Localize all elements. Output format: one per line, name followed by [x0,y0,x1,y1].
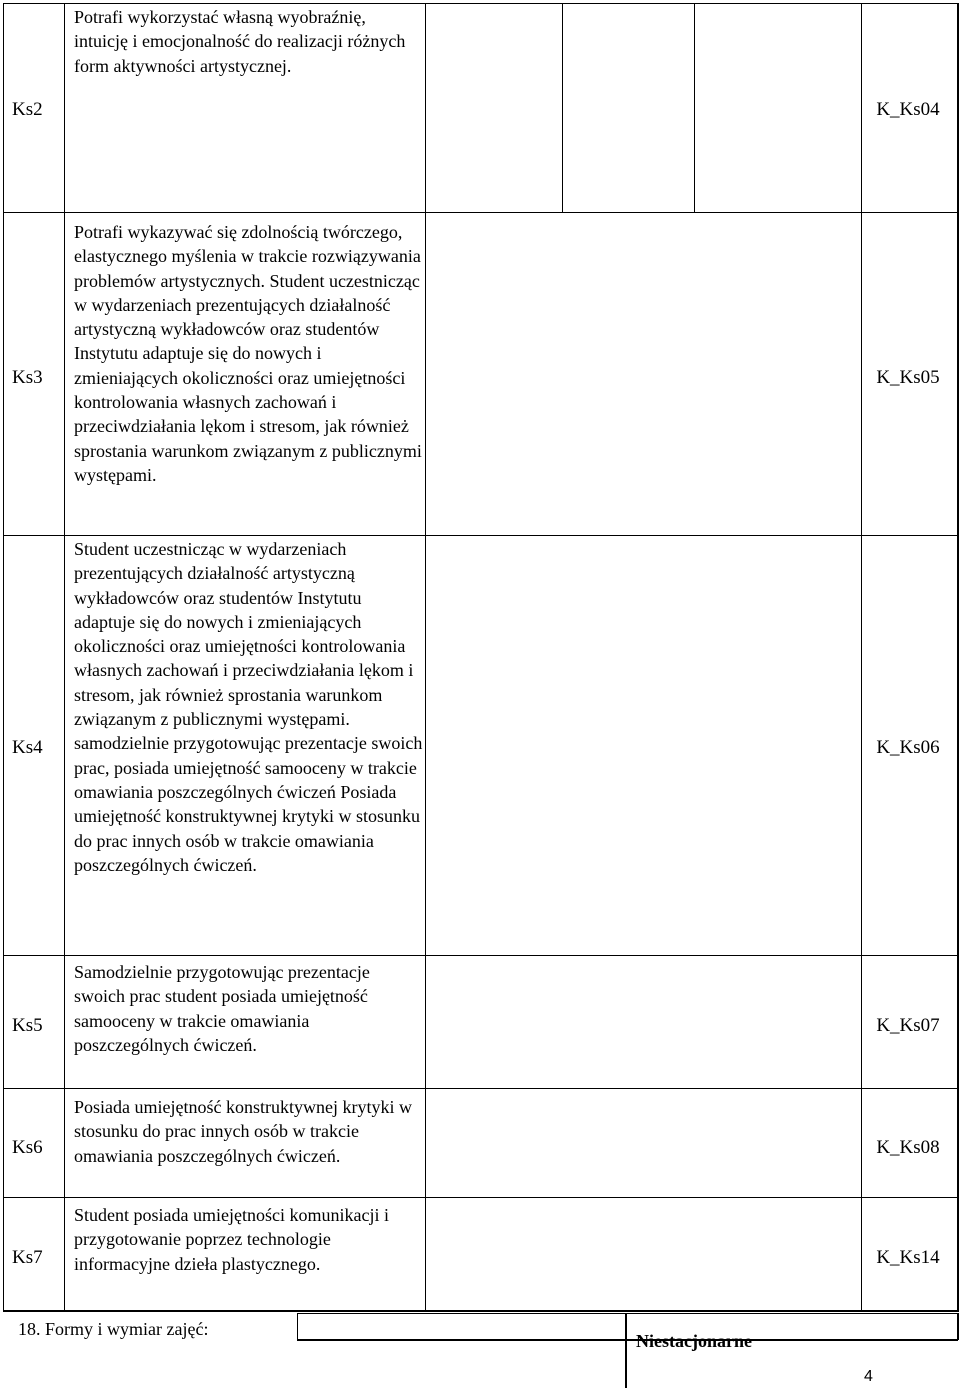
table-top-border [3,3,959,4]
form-field-divider [625,1313,627,1388]
row-effect-ks5: K_Ks07 [876,1015,940,1036]
column-divider-desc [425,3,426,1312]
row-description-ks5: Samodzielnie przygotowując prezentacje swoich prac student posiada umiejętność samooceny w trakcie omawiania poszczególnych ćwiczeń. [74,962,370,1055]
section-heading: 18. Formy i wymiar zajęć: [18,1319,209,1339]
top-row-divider-2 [694,3,695,212]
row-description-ks2: Potrafi wykorzystać własną wyobraźnię, intuicję i emocjonalność do realizacji różnych form aktywności artystycznej. [74,7,406,76]
row-code-ks2: Ks2 [12,99,43,120]
row-code-ks6: Ks6 [12,1137,43,1158]
row-code-ks7: Ks7 [12,1247,43,1268]
row-effect-ks2: K_Ks04 [876,99,940,120]
row-divider-4 [3,1088,959,1089]
form-field-right-border [957,1313,959,1340]
page-number: 4 [864,1368,873,1385]
row-divider-1 [3,212,959,213]
row-code-ks3: Ks3 [12,367,43,388]
row-description-ks7: Student posiada umiejętności komunikacji i przygotowanie poprzez technologie informacyjne dzieła plastycznego. [74,1205,389,1274]
form-field-bottom-border [297,1339,958,1341]
row-divider-3 [3,955,959,956]
top-row-divider-1 [562,3,563,212]
form-field-top-border [297,1313,958,1314]
row-effect-ks4: K_Ks06 [876,737,940,758]
row-effect-ks6: K_Ks08 [876,1137,940,1158]
form-field-left-border [297,1313,298,1340]
row-description-ks6: Posiada umiejętność konstruktywnej krytyki w stosunku do prac innych osób w trakcie omawiania poszczególnych ćwiczeń. [74,1097,412,1166]
row-description-ks4: Student uczestnicząc w wydarzeniach prezentujących działalność artystyczną wykładowców oraz studentów Instytutu adaptuje się do nowych i zmieniających okoliczności oraz umiejętności kontrolowania własnych zachowań i przeciwdziałania lękom i stresom, jak również sprostania warunkom związanym z publicznymi występami. samodzielnie przygotowując prezentacje swoich prac, posiada umiejętność samooceny w trakcie omawiania poszczególnych ćwiczeń Posiada umiejętność konstruktywnej krytyki w stosunku do prac innych osób w trakcie omawiania poszczególnych ćwiczeń. [74,539,423,875]
row-effect-ks3: K_Ks05 [876,367,940,388]
table-right-border [957,3,959,1312]
table-bottom-border [3,1310,959,1312]
row-divider-5 [3,1197,959,1198]
row-description-ks3: Potrafi wykazywać się zdolnością twórczego, elastycznego myślenia w trakcie rozwiązywania problemów artystycznych. Student uczestnicząc w wydarzeniach prezentujących działalność artystyczną wykładowców oraz studentów Instytutu adaptuje się do nowych i zmieniających okoliczności oraz umiejętności kontrolowania własnych zachowań i przeciwdziałania lękom i stresom, jak również sprostania warunkom związanym z publicznymi występami. [74,222,422,485]
row-effect-ks7: K_Ks14 [876,1247,940,1268]
table-left-border [3,3,4,1312]
row-divider-2 [3,535,959,536]
study-mode-label: Niestacjonarne [636,1331,752,1351]
row-code-ks5: Ks5 [12,1015,43,1036]
column-divider-code [64,3,65,1312]
row-code-ks4: Ks4 [12,737,43,758]
